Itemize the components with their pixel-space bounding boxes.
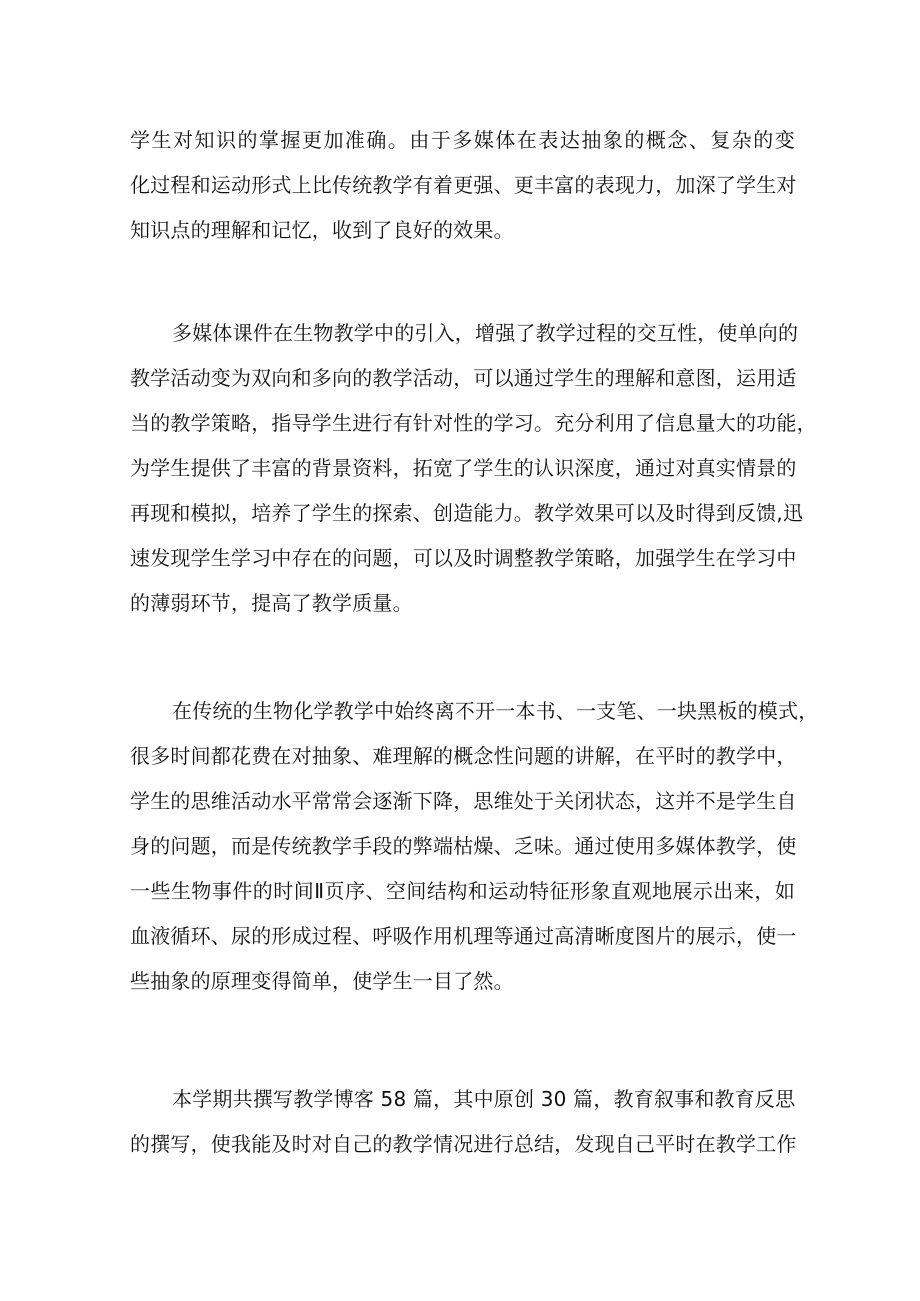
paragraph-3 <box>130 689 819 1004</box>
text-line: 学生对知识的掌握更加准确。由于多媒体在表达抽象的概念、复杂的变 <box>130 128 795 152</box>
text-line: 血液循环、尿的形成过程、呼吸作用机理等通过高清晰度图片的展示，使一 <box>130 924 797 948</box>
paragraph-4 <box>130 1077 795 1167</box>
text-line: 教学活动变为双向和多向的教学活动，可以通过学生的理解和意图，运用适 <box>130 366 797 390</box>
text-line: 很多时间都花费在对抽象、难理解的概念性问题的讲解，在平时的教学中， <box>130 744 797 768</box>
text-line: 为学生提供了丰富的背景资料，拓宽了学生的认识深度，通过对真实情景的 <box>130 456 797 480</box>
text-line: 再现和模拟，培养了学生的探索、创造能力。教学效果可以及时得到反馈,迅 <box>130 501 804 525</box>
paragraph-1 <box>130 118 795 253</box>
text-line: 多媒体课件在生物教学中的引入，增强了教学过程的交互性，使单向的 <box>172 321 799 345</box>
text-line: 的撰写，使我能及时对自己的教学情况进行总结，发现自己平时在教学工作 <box>130 1132 797 1156</box>
text-line: 知识点的理解和记忆，收到了良好的效果。 <box>130 218 514 242</box>
text-line: 些抽象的原理变得简单，使学生一目了然。 <box>130 969 514 993</box>
text-line: 身的问题，而是传统教学手段的弊端枯燥、乏味。通过使用多媒体教学，使 <box>130 834 797 858</box>
text-line: 当的教学策略，指导学生进行有针对性的学习。充分利用了信息量大的功能， <box>130 411 817 435</box>
text-line: 速发现学生学习中存在的问题，可以及时调整教学策略，加强学生在学习中 <box>130 546 797 570</box>
text-line: 本学期共撰写教学博客 58 篇，其中原创 30 篇，教育叙事和教育反思 <box>172 1087 796 1111</box>
text-line: 的薄弱环节，提高了教学质量。 <box>130 591 413 615</box>
text-line: 学生的思维活动水平常常会逐渐下降，思维处于关闭状态，这并不是学生自 <box>130 789 797 813</box>
text-line: 在传统的生物化学教学中始终离不开一本书、一支笔、一块黑板的模式， <box>172 699 819 723</box>
text-line: 一些生物事件的时间Ⅱ页序、空间结构和运动特征形象直观地展示出来，如 <box>130 879 795 903</box>
paragraph-2 <box>130 311 817 626</box>
text-line: 化过程和运动形式上比传统教学有着更强、更丰富的表现力，加深了学生对 <box>130 173 797 197</box>
